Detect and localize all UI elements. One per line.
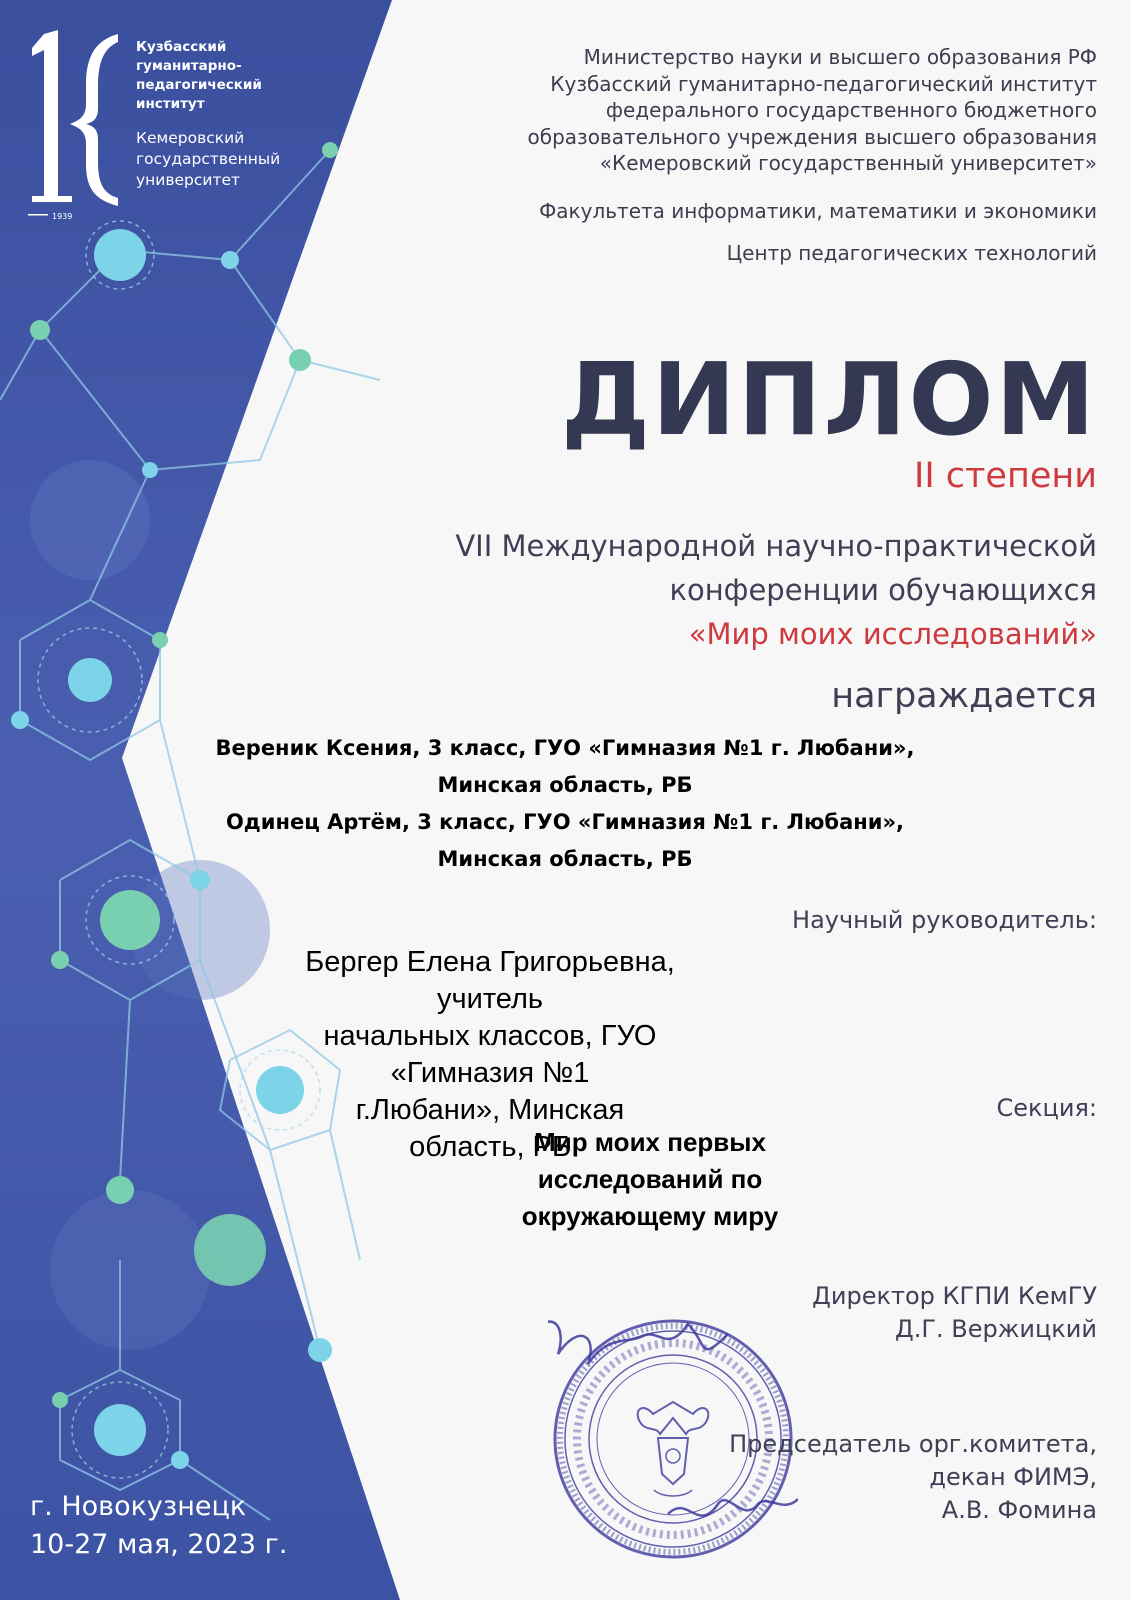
- winner-line: Одинец Артём, 3 класс, ГУО «Гимназия №1 г. Любани»,: [225, 810, 905, 834]
- logo-line: Кемеровский: [136, 129, 245, 147]
- logo-line: государственный: [136, 150, 281, 168]
- section-label: Секция:: [996, 1094, 1097, 1122]
- logo-line: педагогический: [136, 77, 262, 93]
- logo-line: Кузбасский: [136, 39, 227, 55]
- header-line: Министерство науки и высшего образования РФ: [583, 45, 1097, 69]
- winners-list: [150, 730, 980, 878]
- chair-title: Председатель орг.комитета,: [729, 1430, 1097, 1458]
- winner-line: Минская область, РБ: [437, 847, 693, 871]
- header-line: Кузбасский гуманитарно-педагогический институт: [550, 71, 1097, 96]
- director-signature-block: [812, 1280, 1097, 1346]
- header-faculty: Факультета информатики, математики и экономики: [539, 199, 1097, 223]
- conference-title: [455, 524, 1097, 656]
- logo-university-name: [136, 128, 280, 191]
- header-center: Центр педагогических технологий: [726, 241, 1097, 265]
- supervisor-line: г.Любани», Минская область, РБ: [355, 1094, 625, 1163]
- logo-line: гуманитарно-: [136, 58, 242, 74]
- chair-position: декан ФИМЭ,: [929, 1463, 1097, 1491]
- header-organization: [528, 44, 1097, 177]
- winner-line: Минская область, РБ: [437, 773, 693, 797]
- diploma-degree: II степени: [914, 456, 1097, 496]
- place-and-dates: [30, 1488, 287, 1564]
- section-line: Мир моих первых исследований по: [534, 1127, 766, 1194]
- logo-year: 1939: [52, 212, 73, 221]
- dates: 10-27 мая, 2023 г.: [30, 1529, 288, 1560]
- section-name: [440, 1124, 860, 1235]
- header-line: «Кемеровский государственный университет»: [599, 151, 1097, 175]
- director-name: Д.Г. Вержицкий: [895, 1315, 1097, 1343]
- winner-line: Вереник Ксения, 3 класс, ГУО «Гимназия №1 г. Любани»,: [215, 736, 915, 760]
- diploma-title: ДИПЛОМ: [560, 341, 1097, 458]
- supervisor-label: Научный руководитель:: [792, 906, 1097, 934]
- conference-line: VII Международной научно-практической: [455, 529, 1097, 563]
- director-title: Директор КГПИ КемГУ: [812, 1282, 1097, 1310]
- section-line: окружающему миру: [521, 1201, 779, 1231]
- city: г. Новокузнецк: [30, 1491, 247, 1522]
- conference-name: «Мир моих исследований»: [688, 617, 1097, 651]
- chair-signature-block: [729, 1428, 1097, 1527]
- chair-name: А.В. Фомина: [941, 1496, 1097, 1524]
- header-line: образовательного учреждения высшего образования: [527, 124, 1097, 149]
- logo-institute-name: [136, 38, 262, 114]
- supervisor-line: Бергер Елена Григорьевна, учитель: [305, 946, 675, 1015]
- awarded-label: награждается: [831, 676, 1097, 716]
- logo-line: университет: [136, 171, 241, 189]
- header-line: федерального государственного бюджетного: [605, 98, 1097, 122]
- conference-line: конференции обучающихся: [669, 573, 1097, 607]
- supervisor-line: начальных классов, ГУО «Гимназия №1: [323, 1020, 657, 1089]
- logo-line: институт: [136, 96, 205, 112]
